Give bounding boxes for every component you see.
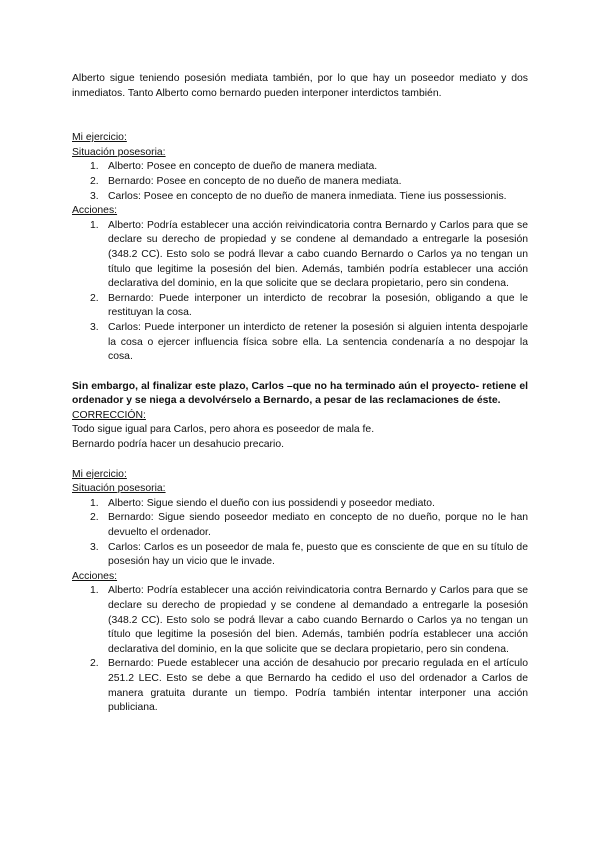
document-page (72, 72, 528, 716)
list-item: 1. Alberto: Podría establecer una acción reivindicatoria contra Bernardo y Carlos para que se declare su derecho de propiedad y se condene al demandado a entregarle la posesión (348.2 CC). Esto solo se podrá llevar a cabo cuando Bernardo o Carlos ya no tengan un título que legitime la posesión del bien. Además, también podría establecer una acción declarativa del dominio, en la que solicite que se declara propietario, pero sin condena. (90, 219, 528, 290)
situacion-list (72, 497, 528, 570)
correccion-label: CORRECCIÓN: (72, 409, 146, 421)
section-heading: Mi ejercicio: (72, 468, 127, 480)
section-2 (72, 468, 528, 716)
section-heading: Mi ejercicio: (72, 132, 127, 144)
list-item: 3. Carlos: Carlos es un poseedor de mala fe, puesto que es consciente de que en su título de posesión hay un vicio que le invade. (90, 541, 528, 568)
intro-paragraph: Alberto sigue teniendo posesión mediata también, por lo que hay un poseedor mediato y dos inmediatos. Tanto Alberto como bernardo pueden interponer interdictos también. (72, 73, 528, 99)
acciones-list (72, 219, 528, 365)
spacer (72, 453, 528, 468)
list-item: 1. Alberto: Posee en concepto de dueño de manera mediata. (90, 161, 378, 173)
list-item: 3. Carlos: Posee en concepto de no dueño de manera inmediata. Tiene ius possessionis. (90, 190, 507, 202)
acciones-label: Acciones: (72, 570, 118, 582)
list-item: 1. Alberto: Podría establecer una acción reivindicatoria contra Bernardo y Carlos para que se declare su derecho de propiedad y se condene al demandado a entregarle la posesión (348.2 CC). Esto solo se podrá llevar a cabo cuando Bernardo o Carlos ya no tengan un título que legitime la posesión del bien. Además, también podría establecer una acción declarativa del dominio, en la que solicite que se declara propietario, pero sin condena. (90, 585, 528, 655)
spacer (72, 101, 528, 131)
acciones-label: Acciones: (72, 205, 118, 217)
situacion-list (72, 160, 528, 204)
bold-paragraph: Sin embargo, al finalizar este plazo, Carlos –que no ha terminado aún el proyecto- retiene el ordenador y se niega a devolvérselo a Bernardo, a pesar de las reclamaciones de éste. (72, 380, 528, 407)
situacion-label: Situación posesoria: (72, 483, 166, 495)
section-1 (72, 131, 528, 365)
list-item: 2. Bernardo: Sigue siendo poseedor mediato en concepto de no dueño, porque no le han devuelto el ordenador. (90, 512, 528, 539)
correccion-line: Todo sigue igual para Carlos, pero ahora es poseedor de mala fe. (72, 424, 375, 436)
list-item: 1. Alberto: Sigue siendo el dueño con ius possidendi y poseedor mediato. (90, 497, 435, 509)
situacion-label: Situación posesoria: (72, 146, 166, 158)
correccion-line: Bernardo podría hacer un desahucio precario. (72, 439, 284, 451)
spacer (72, 365, 528, 380)
list-item: 2. Bernardo: Puede interponer un interdicto de recobrar la posesión, obligando a que le restituyan la cosa. (90, 292, 528, 319)
list-item: 2. Bernardo: Puede establecer una acción de desahucio por precario regulada en el artículo 251.2 LEC. Esto se debe a que Bernardo ha cedido el uso del ordenador a Carlos de manera gratuita durante un tiempo. Podría también intentar interponer una acción publiciana. (90, 658, 528, 714)
list-item: 3. Carlos: Puede interponer un interdicto de retener la posesión si alguien intenta despojarle la cosa o ejercer influencia física sobre ella. La sentencia condenaría a no despojar la cosa. (90, 321, 528, 363)
acciones-list (72, 584, 528, 715)
list-item: 2. Bernardo: Posee en concepto de no dueño de manera mediata. (90, 175, 402, 187)
